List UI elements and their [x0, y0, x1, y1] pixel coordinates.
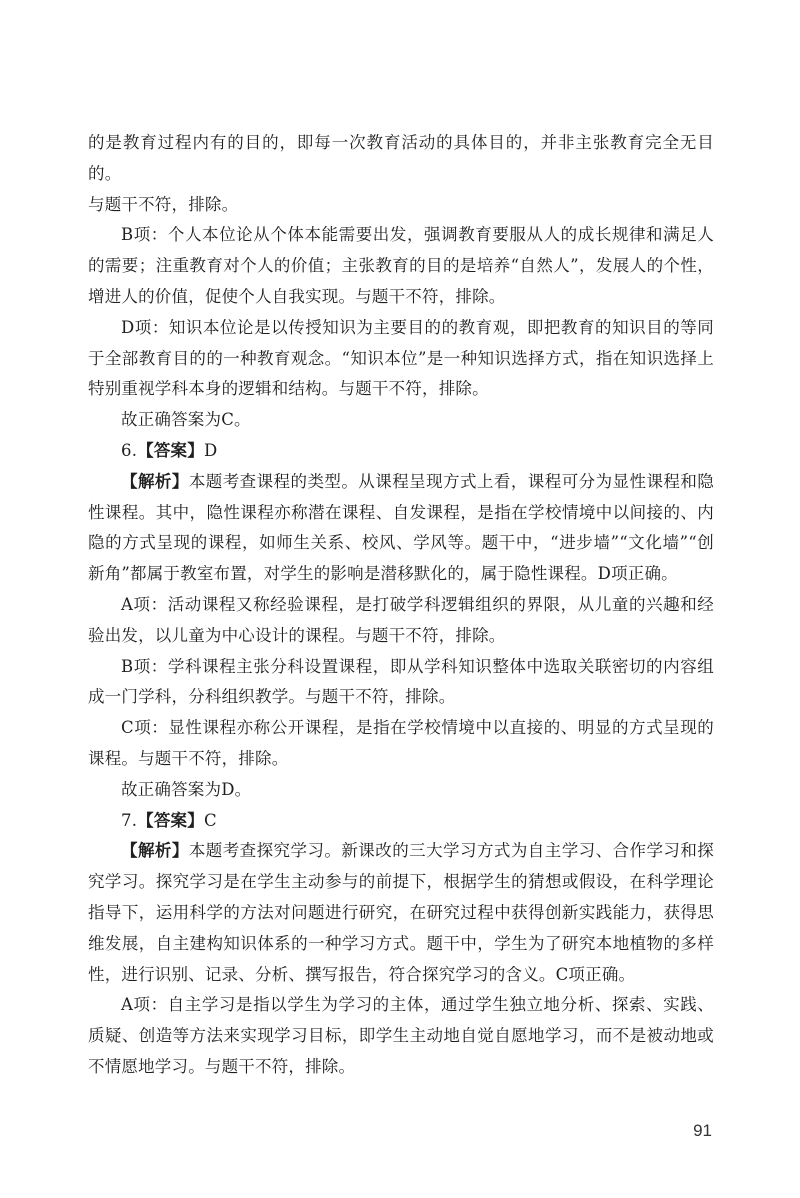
paragraph-continuation [88, 128, 714, 220]
continuation-line-2: 与题干不符，排除。 [88, 194, 239, 214]
document-body [88, 128, 714, 1083]
answer-value: C [203, 810, 217, 830]
answer-heading-7 [88, 806, 714, 837]
analysis-text: 本题考查课程的类型。从课程呈现方式上看，课程可分为显性课程和隐性课程。其中，隐性课程亦称潜在课程、自发课程，是指在学校情境中以间接的、内隐的方式呈现的课程，如师生关系、校风、学风等。题干中，“进步墙”“文化墙”“创新角”都属于教室布置，对学生的影响是潜移默化的，属于隐性课程。D项正确。 [88, 471, 714, 584]
answer-label: 【答案】 [137, 440, 204, 460]
answer-value: D [203, 440, 218, 460]
analysis-label: 【解析】 [121, 841, 189, 861]
paragraph-option-a-autonomous: A项：自主学习是指以学生为学习的主体，通过学生独立地分析、探索、实践、质疑、创造等方法来实现学习目标，即学生主动地自觉自愿地学习，而不是被动地或不情愿地学习。与题干不符，排除。 [88, 995, 714, 1076]
paragraph-answer-summary-5: 故正确答案为C。 [121, 410, 251, 430]
answer-heading-6 [88, 436, 714, 467]
answer-label: 【答案】 [137, 810, 204, 830]
analysis-text: 本题考查探究学习。新课改的三大学习方式为自主学习、合作学习和探究学习。探究学习是在学生主动参与的前提下，根据学生的猜想或假设，在科学理论指导下，运用科学的方法对问题进行研究，在研究过程中获得创新实践能力，获得思维发展，自主建构知识体系的一种学习方式。题干中，学生为了研究本地植物的多样性，进行识别、记录、分析、撰写报告，符合探究学习的含义。C项正确。 [88, 841, 714, 984]
continuation-line-1: 的是教育过程内有的目的，即每一次教育活动的具体目的，并非主张教育完全无目的。 [88, 133, 714, 183]
question-number: 6. [121, 440, 138, 460]
paragraph-option-b-subject: B项：学科课程主张分科设置课程，即从学科知识整体中选取关联密切的内容组成一门学科，分科组织教学。与题干不符，排除。 [88, 656, 714, 707]
page-number: 91 [693, 1121, 712, 1140]
paragraph-option-d-knowledge: D项：知识本位论是以传授知识为主要目的的教育观，即把教育的知识目的等同于全部教育目的的一种教育观念。“知识本位”是一种知识选择方式，指在知识选择上特别重视学科本身的逻辑和结构。与题干不符，排除。 [88, 317, 714, 399]
paragraph-option-a-activity: A项：活动课程又称经验课程，是打破学科逻辑组织的界限，从儿童的兴趣和经验出发，以儿童为中心设计的课程。与题干不符，排除。 [88, 594, 714, 645]
paragraph-option-b-individual: B项：个人本位论从个体本能需要出发，强调教育要服从人的成长规律和满足人的需要；注重教育对个人的价值；主张教育的目的是培养“自然人”，发展人的个性，增进人的价值，促使个人自我实现。与题干不符，排除。 [88, 225, 714, 306]
paragraph-option-c-explicit: C项：显性课程亦称公开课程，是指在学校情境中以直接的、明显的方式呈现的课程。与题干不符，排除。 [88, 718, 714, 768]
paragraph-answer-summary-6: 故正确答案为D。 [121, 779, 252, 799]
analysis-paragraph-6 [88, 467, 714, 590]
question-number: 7. [121, 810, 138, 830]
analysis-paragraph-7 [88, 836, 714, 990]
analysis-label: 【解析】 [121, 471, 189, 491]
